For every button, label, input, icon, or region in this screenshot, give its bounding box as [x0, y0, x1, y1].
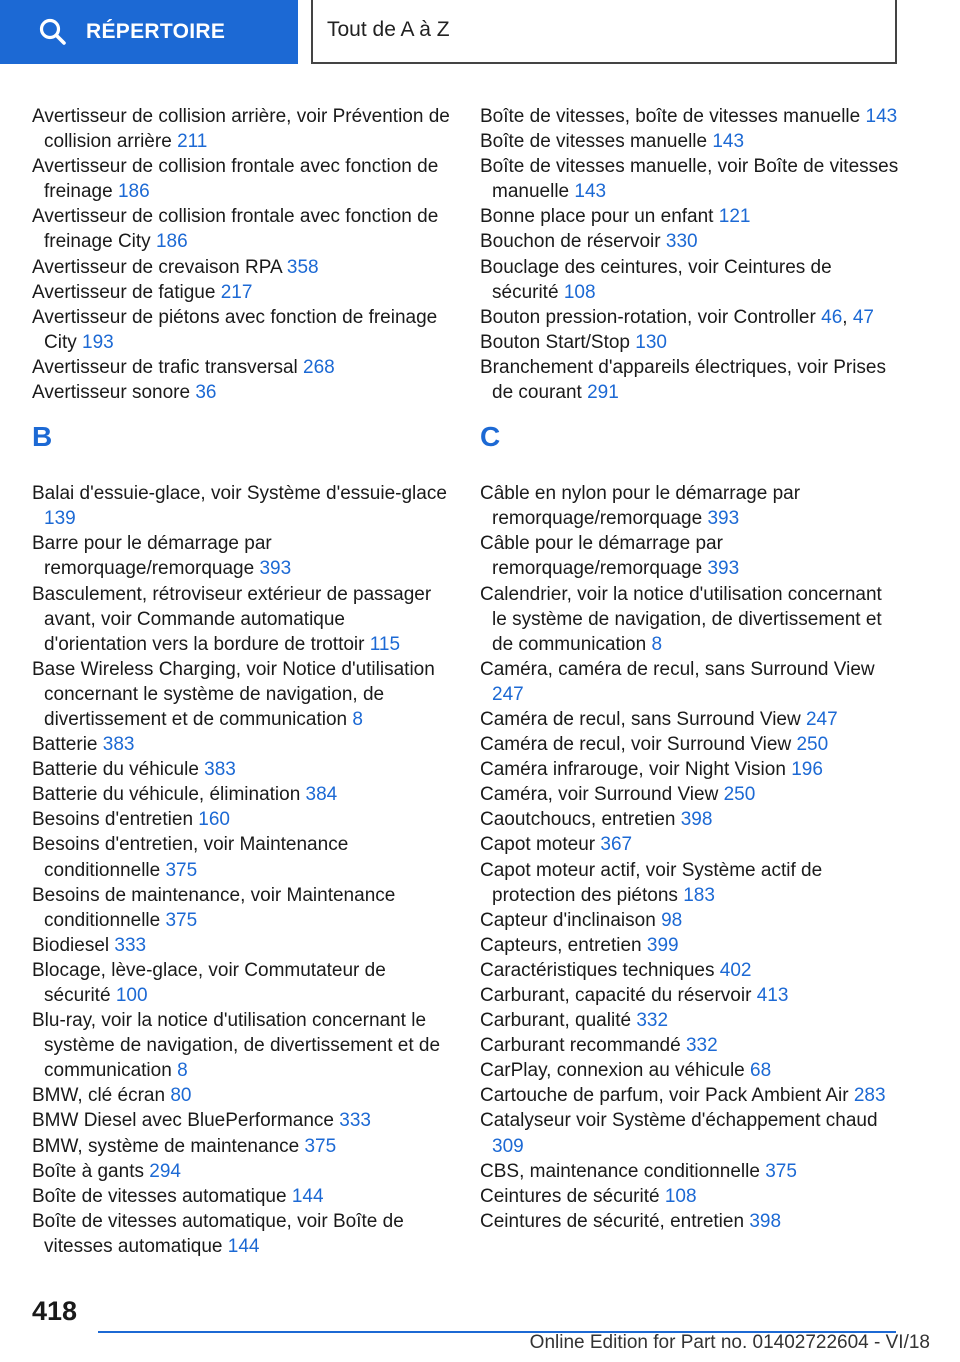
index-entry	[480, 958, 900, 983]
index-entry	[480, 1008, 900, 1033]
index-entry	[480, 154, 900, 204]
index-entry	[480, 933, 900, 958]
entry-text: Avertisseur de crevaison RPA	[32, 256, 282, 278]
entry-text: Bouchon de réservoir	[480, 231, 661, 253]
entry-text: Besoins d'entretien, voir Maintenance conditionnelle	[32, 834, 349, 881]
entry-text: Bonne place pour un enfant	[480, 206, 714, 228]
index-column-left	[32, 104, 452, 1259]
top-bar	[0, 0, 960, 66]
page-link[interactable]: 196	[791, 759, 823, 781]
page-link[interactable]: 250	[723, 784, 756, 806]
entry-text: Boîte de vitesses automatique, voir Boîte de vitesses automatique	[32, 1210, 404, 1257]
entry-text: Carburant, qualité	[480, 1010, 632, 1032]
entry-text: Blocage, lève-glace, voir Commutateur de sécurité	[32, 959, 386, 1006]
entry-text: BMW Diesel avec BluePerformance	[32, 1110, 334, 1132]
page-link[interactable]: 383	[102, 734, 135, 756]
index-entry	[32, 204, 452, 254]
page-link[interactable]: 46	[821, 306, 843, 328]
page-link[interactable]: 193	[82, 331, 114, 353]
page-link[interactable]: 393	[707, 558, 740, 580]
index-entry	[480, 129, 900, 154]
entry-text: Besoins de maintenance, voir Maintenance conditionnelle	[32, 884, 396, 931]
entry-text: Capot moteur	[480, 834, 596, 856]
index-entry	[32, 883, 452, 933]
entry-text: Bouton Start/Stop	[480, 331, 630, 353]
directory-button[interactable]	[0, 0, 298, 64]
az-index-tab[interactable]	[311, 0, 897, 64]
page-link[interactable]: 384	[305, 784, 338, 806]
entry-text: Ceintures de sécurité	[480, 1185, 660, 1207]
page-link[interactable]: 375	[165, 859, 198, 881]
page-link[interactable]: 291	[587, 382, 619, 404]
index-entry	[32, 1134, 452, 1159]
page-link[interactable]: 80	[170, 1085, 192, 1107]
page-link[interactable]: 250	[796, 734, 829, 756]
index-entry	[32, 807, 452, 832]
page-link[interactable]: 8	[352, 708, 363, 730]
index-entry	[480, 355, 900, 405]
page-link[interactable]: 330	[665, 231, 698, 253]
index-column-right	[480, 104, 900, 1234]
entry-text: Caméra infrarouge, voir Night Vision	[480, 759, 786, 781]
entry-text: Avertisseur de trafic transversal	[32, 356, 298, 378]
index-entry	[32, 154, 452, 204]
entry-text: Basculement, rétroviseur extérieur de passager avant, voir Commande automatique d'orientation vers la bordure de trottoir	[32, 583, 432, 655]
section-letter: C	[480, 421, 501, 453]
index-entry	[480, 481, 900, 531]
index-entry: Bouton pression-rotation, voir Controller 46, 47	[480, 306, 874, 328]
index-entry	[32, 958, 452, 1008]
page-link[interactable]: 332	[685, 1035, 718, 1057]
page-link[interactable]: 375	[765, 1160, 797, 1182]
index-entry	[480, 1083, 900, 1108]
entry-text: Caméra de recul, voir Surround View	[480, 734, 792, 756]
entry-text: CBS, maintenance conditionnelle	[480, 1160, 760, 1182]
index-entry	[32, 481, 452, 531]
page-link[interactable]: 268	[303, 356, 335, 378]
index-entry	[480, 255, 900, 305]
entry-text: Avertisseur de collision frontale avec fonction de freinage	[32, 156, 439, 203]
index-entry	[480, 1184, 900, 1209]
page-link[interactable]: 375	[165, 909, 198, 931]
index-entry	[480, 330, 900, 355]
entry-text: Cartouche de parfum, voir Pack Ambient Air	[480, 1085, 849, 1107]
page-link[interactable]: 115	[369, 633, 401, 655]
entry-text: Boîte à gants	[32, 1160, 144, 1182]
page-link[interactable]: 8	[177, 1060, 188, 1082]
entry-text: Câble pour le démarrage par remorquage/remorquage	[480, 533, 723, 580]
directory-label: RÉPERTOIRE	[86, 20, 226, 43]
page-link[interactable]: 247	[805, 708, 838, 730]
page-link[interactable]: 139	[44, 508, 76, 530]
entry-text: Branchement d'appareils électriques, voir Prises de courant	[480, 356, 886, 404]
search-icon	[38, 17, 68, 47]
page-link[interactable]: 68	[750, 1060, 772, 1082]
entry-text: Boîte de vitesses manuelle	[480, 131, 708, 153]
index-entry	[32, 305, 452, 355]
index-entry	[32, 757, 452, 782]
page-link[interactable]: 309	[492, 1135, 524, 1157]
index-entry	[32, 531, 452, 581]
page-link[interactable]: 186	[155, 231, 188, 253]
entry-text: Barre pour le démarrage par remorquage/remorquage	[32, 533, 272, 580]
entry-text: Avertisseur de piétons avec fonction de freinage City	[32, 306, 438, 353]
entry-text: Boîte de vitesses manuelle, voir Boîte de vitesses manuelle	[480, 156, 899, 203]
page-link[interactable]: 375	[304, 1135, 337, 1157]
index-entry	[32, 1108, 452, 1133]
page-link[interactable]: 36	[195, 382, 217, 404]
page-number: 418	[32, 1296, 78, 1326]
entry-text: Avertisseur sonore	[32, 382, 191, 404]
page-link[interactable]: 393	[707, 508, 740, 530]
index-entry	[480, 531, 900, 581]
page-link[interactable]: 367	[600, 834, 633, 856]
page-link[interactable]: 144	[227, 1235, 260, 1257]
page-link[interactable]: 393	[259, 558, 292, 580]
entry-text: Blu-ray, voir la notice d'utilisation concernant le système de navigation, de divertissement et de communication	[32, 1010, 441, 1082]
index-entry	[32, 832, 452, 882]
index-entry	[480, 1209, 900, 1234]
index-entry	[32, 582, 452, 657]
page-link[interactable]: 8	[651, 633, 663, 655]
index-entry	[32, 1008, 452, 1083]
page-link[interactable]: 413	[756, 985, 789, 1006]
index-entry	[32, 255, 452, 280]
page-link[interactable]: 247	[492, 683, 524, 705]
index-entry	[480, 832, 900, 857]
page-link[interactable]: 130	[635, 331, 667, 353]
entry-text: BMW, clé écran	[32, 1085, 166, 1107]
index-entry	[32, 1184, 452, 1209]
index-entry	[480, 204, 900, 229]
page-link[interactable]: 398	[749, 1210, 782, 1232]
index-entry	[32, 933, 452, 958]
index-entry	[32, 104, 452, 154]
index-entry	[480, 807, 900, 832]
page-link[interactable]: 183	[683, 884, 715, 906]
entry-text: Caractéristiques techniques	[480, 959, 715, 981]
index-entry	[480, 582, 900, 657]
entry-text: Avertisseur de fatigue	[32, 281, 216, 303]
index-entry	[480, 1033, 900, 1058]
index-entry	[32, 657, 452, 732]
page-link[interactable]: 211	[177, 131, 208, 153]
entry-text: Caméra, caméra de recul, sans Surround View	[480, 658, 875, 680]
page-link[interactable]: 383	[204, 759, 236, 781]
entry-text: Capot moteur actif, voir Système actif de protection des piétons	[480, 859, 823, 906]
page-link[interactable]: 398	[680, 809, 713, 831]
index-entry	[480, 858, 900, 908]
page-link[interactable]: 399	[646, 934, 679, 956]
page-link[interactable]: 143	[865, 106, 898, 127]
entry-text: Carburant recommandé	[480, 1035, 681, 1057]
entry-text: Caoutchoucs, entretien	[480, 809, 676, 831]
entry-text: Capteur d'inclinaison	[480, 909, 656, 931]
index-entry	[480, 104, 900, 129]
index-entry	[480, 757, 900, 782]
entry-text: Calendrier, voir la notice d'utilisation concernant le système de navigation, de divertissement et de communication	[480, 583, 882, 655]
page-link[interactable]: 358	[286, 256, 319, 278]
index-entry	[32, 1209, 452, 1259]
page-link[interactable]: 294	[149, 1160, 181, 1182]
entry-text: Batterie du véhicule	[32, 759, 199, 781]
index-entry	[32, 1083, 452, 1108]
page-link[interactable]: 98	[661, 909, 683, 931]
index-entry	[32, 280, 452, 305]
entry-text: Batterie du véhicule, élimination	[32, 784, 301, 806]
entry-text: Capteurs, entretien	[480, 934, 642, 956]
index-entry	[480, 1108, 900, 1158]
page-link[interactable]: 47	[852, 306, 874, 328]
index-entry	[32, 355, 452, 380]
entry-text: Ceintures de sécurité, entretien	[480, 1210, 745, 1232]
entry-text: Boîte de vitesses automatique	[32, 1185, 287, 1207]
index-entry	[32, 782, 452, 807]
page-link[interactable]: 160	[198, 809, 230, 831]
page-link[interactable]: 332	[636, 1010, 669, 1032]
index-entry	[480, 1159, 900, 1184]
entry-text: Base Wireless Charging, voir Notice d'utilisation concernant le système de navigation, de divertissement et de communication	[32, 658, 435, 730]
entry-text: Batterie	[32, 734, 98, 756]
entry-text: Caméra, voir Surround View	[480, 784, 719, 806]
index-entry	[480, 782, 900, 807]
section-letter: B	[32, 421, 53, 453]
entry-text: Câble en nylon pour le démarrage par remorquage/remorquage	[480, 483, 801, 530]
entry-text: Bouton pression-rotation, voir Controller	[480, 306, 816, 328]
index-entry	[480, 908, 900, 933]
page-link[interactable]: 143	[712, 131, 745, 153]
page-link[interactable]: 333	[114, 934, 147, 956]
page-link[interactable]: 108	[563, 281, 596, 303]
index-entry	[480, 229, 900, 254]
page-link[interactable]: 144	[291, 1185, 324, 1207]
index-entry	[32, 1159, 452, 1184]
entry-text: Caméra de recul, sans Surround View	[480, 708, 801, 730]
page-link[interactable]: 402	[719, 959, 752, 981]
index-entry	[480, 1058, 900, 1083]
entry-text: CarPlay, connexion au véhicule	[480, 1060, 745, 1082]
entry-text: Bouclage des ceintures, voir Ceintures de sécurité	[480, 256, 832, 303]
index-entry	[480, 732, 900, 757]
index-entry	[32, 732, 452, 757]
index-entry	[480, 657, 900, 707]
index-entry	[480, 707, 900, 732]
edition-text: Online Edition for Part no. 01402722604 - VI/18	[529, 1332, 930, 1353]
page-link[interactable]: 186	[117, 181, 150, 203]
page-link[interactable]: 108	[664, 1185, 697, 1207]
page-link[interactable]: 100	[115, 985, 148, 1006]
entry-text: Besoins d'entretien	[32, 809, 194, 831]
entry-text: Avertisseur de collision frontale avec fonction de freinage City	[32, 206, 439, 253]
az-label: Tout de A à Z	[327, 18, 450, 41]
page-link[interactable]: 121	[718, 206, 751, 228]
page-link[interactable]: 283	[853, 1085, 886, 1107]
page-link[interactable]: 217	[220, 281, 253, 303]
index-entry	[480, 983, 900, 1008]
page-link[interactable]: 333	[339, 1110, 371, 1132]
entry-text: Avertisseur de collision arrière, voir Prévention de collision arrière	[32, 106, 450, 153]
entry-text: BMW, système de maintenance	[32, 1135, 300, 1157]
page-link[interactable]: 143	[574, 181, 607, 203]
entry-text: Balai d'essuie-glace, voir Système d'essuie-glace	[32, 483, 447, 505]
entry-text: Boîte de vitesses, boîte de vitesses manuelle	[480, 106, 861, 127]
entry-text: Biodiesel	[32, 934, 110, 956]
index-entry	[32, 380, 452, 405]
entry-text: Carburant, capacité du réservoir	[480, 985, 752, 1006]
entry-text: Catalyseur voir Système d'échappement chaud	[480, 1110, 878, 1132]
